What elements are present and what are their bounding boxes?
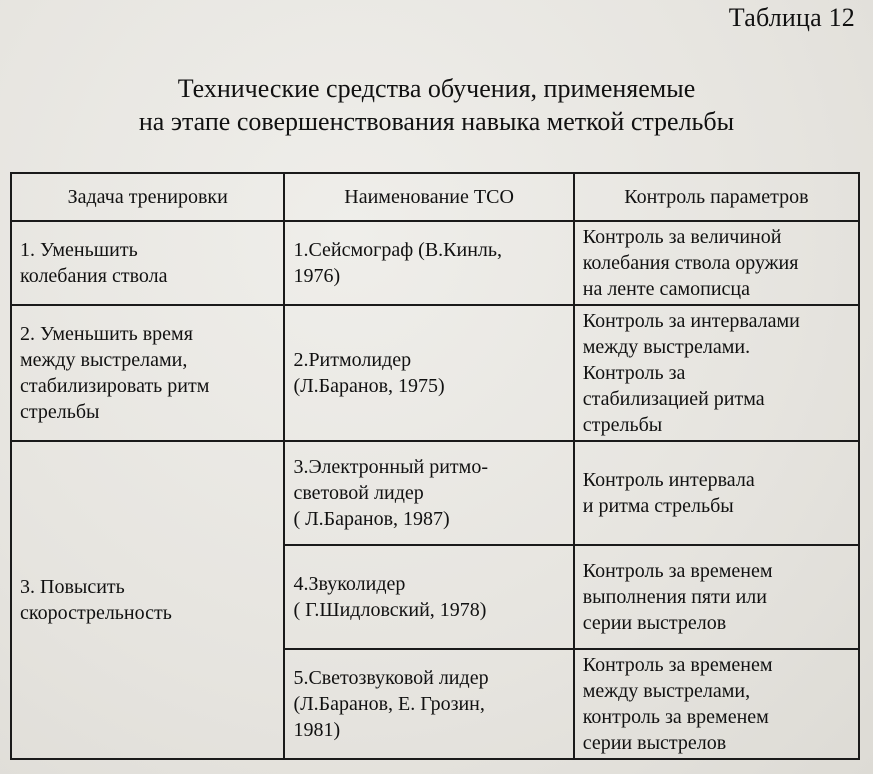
task-cell xyxy=(11,441,284,759)
tool-text: 4.Звуколидер ( Г.Шидловский, 1978) xyxy=(293,573,487,621)
tool-cell xyxy=(284,649,573,759)
tool-text: 2.Ритмолидер (Л.Баранов, 1975) xyxy=(293,349,445,397)
table-row xyxy=(11,221,859,305)
table-row xyxy=(11,305,859,441)
header-tool: Наименование ТСО xyxy=(284,173,573,221)
header-control: Контроль параметров xyxy=(574,173,859,221)
tool-text: 3.Электронный ритмо- световой лидер ( Л.Баранов, 1987) xyxy=(293,456,488,530)
table-title xyxy=(0,72,873,138)
table-header-row xyxy=(11,173,859,221)
control-text: Контроль за временем между выстрелами, контроль за временем серии выстрелов xyxy=(582,654,773,754)
table-title-line-1: Технические средства обучения, применяемые xyxy=(177,74,696,103)
control-text: Контроль интервала и ритма стрельбы xyxy=(582,469,755,517)
control-text: Контроль за величиной колебания ствола оружия на ленте самописца xyxy=(582,226,799,300)
task-cell xyxy=(11,221,284,305)
task-text: 3. Повысить скорострельность xyxy=(20,576,172,624)
tool-text: 5.Светозвуковой лидер (Л.Баранов, Е. Грозин, 1981) xyxy=(293,667,489,741)
tool-text: 1.Сейсмограф (В.Кинль, 1976) xyxy=(293,239,503,287)
control-cell xyxy=(574,221,859,305)
table-row xyxy=(11,441,859,545)
tool-cell xyxy=(284,545,573,649)
control-text: Контроль за интервалами между выстрелами. Контроль за стабилизацией ритма стрельбы xyxy=(582,310,800,436)
task-text: 2. Уменьшить время между выстрелами, стабилизировать ритм стрельбы xyxy=(20,323,210,423)
control-text: Контроль за временем выполнения пяти или серии выстрелов xyxy=(582,560,773,634)
control-cell xyxy=(574,305,859,441)
control-cell xyxy=(574,649,859,759)
control-cell xyxy=(574,545,859,649)
table-number: Таблица 12 xyxy=(728,3,855,32)
task-cell xyxy=(11,305,284,441)
header-task: Задача тренировки xyxy=(11,173,284,221)
tool-cell xyxy=(284,441,573,545)
table-title-line-2: на этапе совершенствования навыка меткой стрельбы xyxy=(138,107,735,136)
tool-cell xyxy=(284,305,573,441)
task-text: 1. Уменьшить колебания ствола xyxy=(20,239,168,287)
training-aids-table xyxy=(10,172,860,760)
tool-cell xyxy=(284,221,573,305)
control-cell xyxy=(574,441,859,545)
